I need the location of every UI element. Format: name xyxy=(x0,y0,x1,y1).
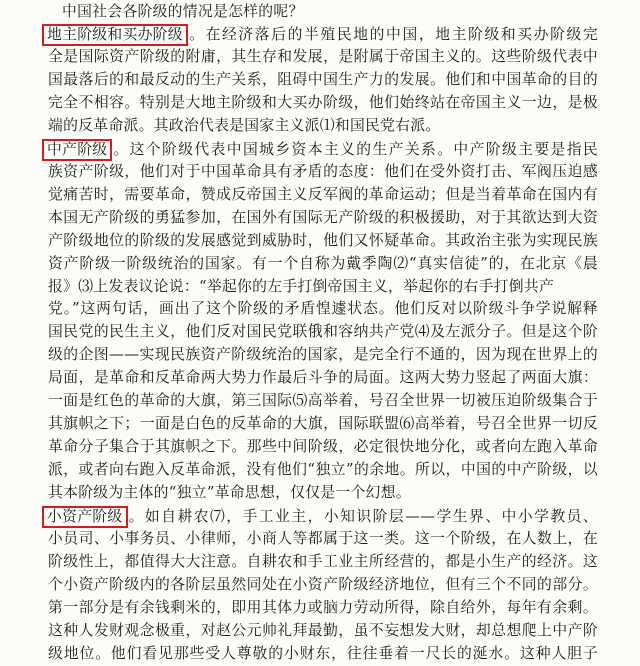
line-text: 一面是红色的革命的大旗，第三国际⑸高举着，号召全世界一切被压迫阶级集合于 xyxy=(48,392,598,409)
line-text: 。如自耕农⑺，手工业主，小知识阶层——学生界、中小学教员、 xyxy=(127,508,598,525)
line-text: 端的反革命派。其政治代表是国家主义派⑴和国民党右派。 xyxy=(48,117,441,134)
text-line xyxy=(48,345,598,367)
line-text: 资产阶级一阶级统治的国家。有一个自称为戴季陶⑵“真实信徒”的，在北京《晨 xyxy=(48,255,598,272)
text-line xyxy=(48,277,598,299)
line-text: 小员司、小事务员、小律师，小商人等都属于这一类。这一个阶级，在人数上，在 xyxy=(48,530,598,547)
line-text: 党。”这两句话，画出了这个阶级的矛盾惶遽状态。他们反对以阶级斗争学说解释 xyxy=(48,300,598,317)
text-line xyxy=(48,644,598,666)
line-text: 局面，是革命和反革命两大势力作最后斗争的局面。这两大势力竖起了两面大旗： xyxy=(48,369,598,386)
line-text: 产阶级地位的阶级的发展感觉到威胁时，他们又怀疑革命。其政治主张为实现民族 xyxy=(48,232,598,249)
line-text: 派，或者向右跑入反革命派，没有他们“独立”的余地。所以，中国的中产阶级，以 xyxy=(48,461,598,478)
text-line xyxy=(48,391,598,413)
text-line xyxy=(48,483,598,505)
text-line xyxy=(48,254,598,276)
heading-line xyxy=(48,139,598,161)
text-line xyxy=(48,299,598,321)
section-heading: 中产阶级 xyxy=(42,139,112,161)
text-line xyxy=(48,414,598,436)
line-text: 国民党的民生主义，他们反对国民党联俄和容纳共产党⑷及左派分子。但是这个阶 xyxy=(48,323,598,340)
line-text: 这种人发财观念极重，对赵公元帅礼拜最勤，虽不妄想发大财，却总想爬上中产阶 xyxy=(48,622,598,639)
line-text: 族资产阶级，他们对于中国革命具有矛盾的态度：他们在受外资打击、军阀压迫感 xyxy=(48,163,598,180)
section-heading: 地主阶级和买办阶级 xyxy=(42,24,188,46)
text-line xyxy=(48,368,598,390)
text-line xyxy=(48,460,598,482)
text-line xyxy=(48,231,598,253)
line-text: 全是国际资产阶级的附庸，其生存和发展，是附属于帝国主义的。这些阶级代表中 xyxy=(48,48,598,65)
line-text: 个小资产阶级内的各阶层虽然同处在小资产阶级经济地位，但有三个不同的部分。 xyxy=(48,576,598,593)
text-line xyxy=(48,185,598,207)
intro-line xyxy=(62,2,598,24)
text-line xyxy=(48,529,598,551)
text-line xyxy=(48,116,598,138)
text-line xyxy=(48,575,598,597)
line-text: 其本阶级为主体的“独立”革命思想，仅仅是一个幻想。 xyxy=(48,484,411,501)
text-line xyxy=(48,93,598,115)
line-text: 级的企图——实现民族资产阶级统治的国家，是完全行不通的，因为现在世界上的 xyxy=(48,346,598,363)
text-line xyxy=(48,208,598,230)
section-heading: 小资产阶级 xyxy=(42,506,128,528)
line-text: 国最落后的和最反动的生产关系，阻碍中国生产力的发展。他们和中国革命的目的 xyxy=(48,71,598,88)
text-line xyxy=(48,437,598,459)
line-text: 。这个阶级代表中国城乡资本主义的生产关系。中产阶级主要是指民 xyxy=(112,141,598,158)
text-line xyxy=(48,162,598,184)
line-text: 完全不相容。特别是大地主阶级和大买办阶级，他们始终站在帝国主义一边，是极 xyxy=(48,94,598,111)
line-text: 报》⑶上发表议论说：“举起你的左手打倒帝国主义，举起你的右手打倒共产 xyxy=(48,278,555,295)
line-text: 。在经济落后的半殖民地的中国，地主阶级和买办阶级完 xyxy=(187,26,598,43)
line-text: 革命分子集合于其旗帜之下。那些中间阶级，必定很快地分化，或者向左跑入革命 xyxy=(48,438,598,455)
text-line xyxy=(48,70,598,92)
line-text: 第一部分是有余钱剩米的，即用其体力或脑力劳动所得，除自给外，每年有余剩。 xyxy=(48,599,598,616)
line-text: 中国社会各阶级的情况是怎样的呢？ xyxy=(62,3,304,20)
line-text: 本国无产阶级的勇猛参加，在国外有国际无产阶级的积极援助，对于其欲达到大资 xyxy=(48,209,598,226)
line-text: 级地位。他们看见那些受人尊敬的小财东，往往垂着一尺长的涎水。这种人胆子 xyxy=(48,645,598,662)
heading-line xyxy=(48,506,598,528)
text-line xyxy=(48,598,598,620)
text-line xyxy=(48,621,598,643)
line-text: 其旗帜之下；一面是白色的反革命的大旗，国际联盟⑹高举着，号召全世界一切反 xyxy=(48,415,598,432)
line-text: 觉痛苦时，需要革命，赞成反帝国主义反军阀的革命运动；但是当着革命在国内有 xyxy=(48,186,598,203)
heading-line xyxy=(48,24,598,46)
text-line xyxy=(48,47,598,69)
text-line xyxy=(48,322,598,344)
text-line xyxy=(48,552,598,574)
line-text: 阶级性上，都值得大大注意。自耕农和手工业主所经营的，都是小生产的经济。这 xyxy=(48,553,598,570)
